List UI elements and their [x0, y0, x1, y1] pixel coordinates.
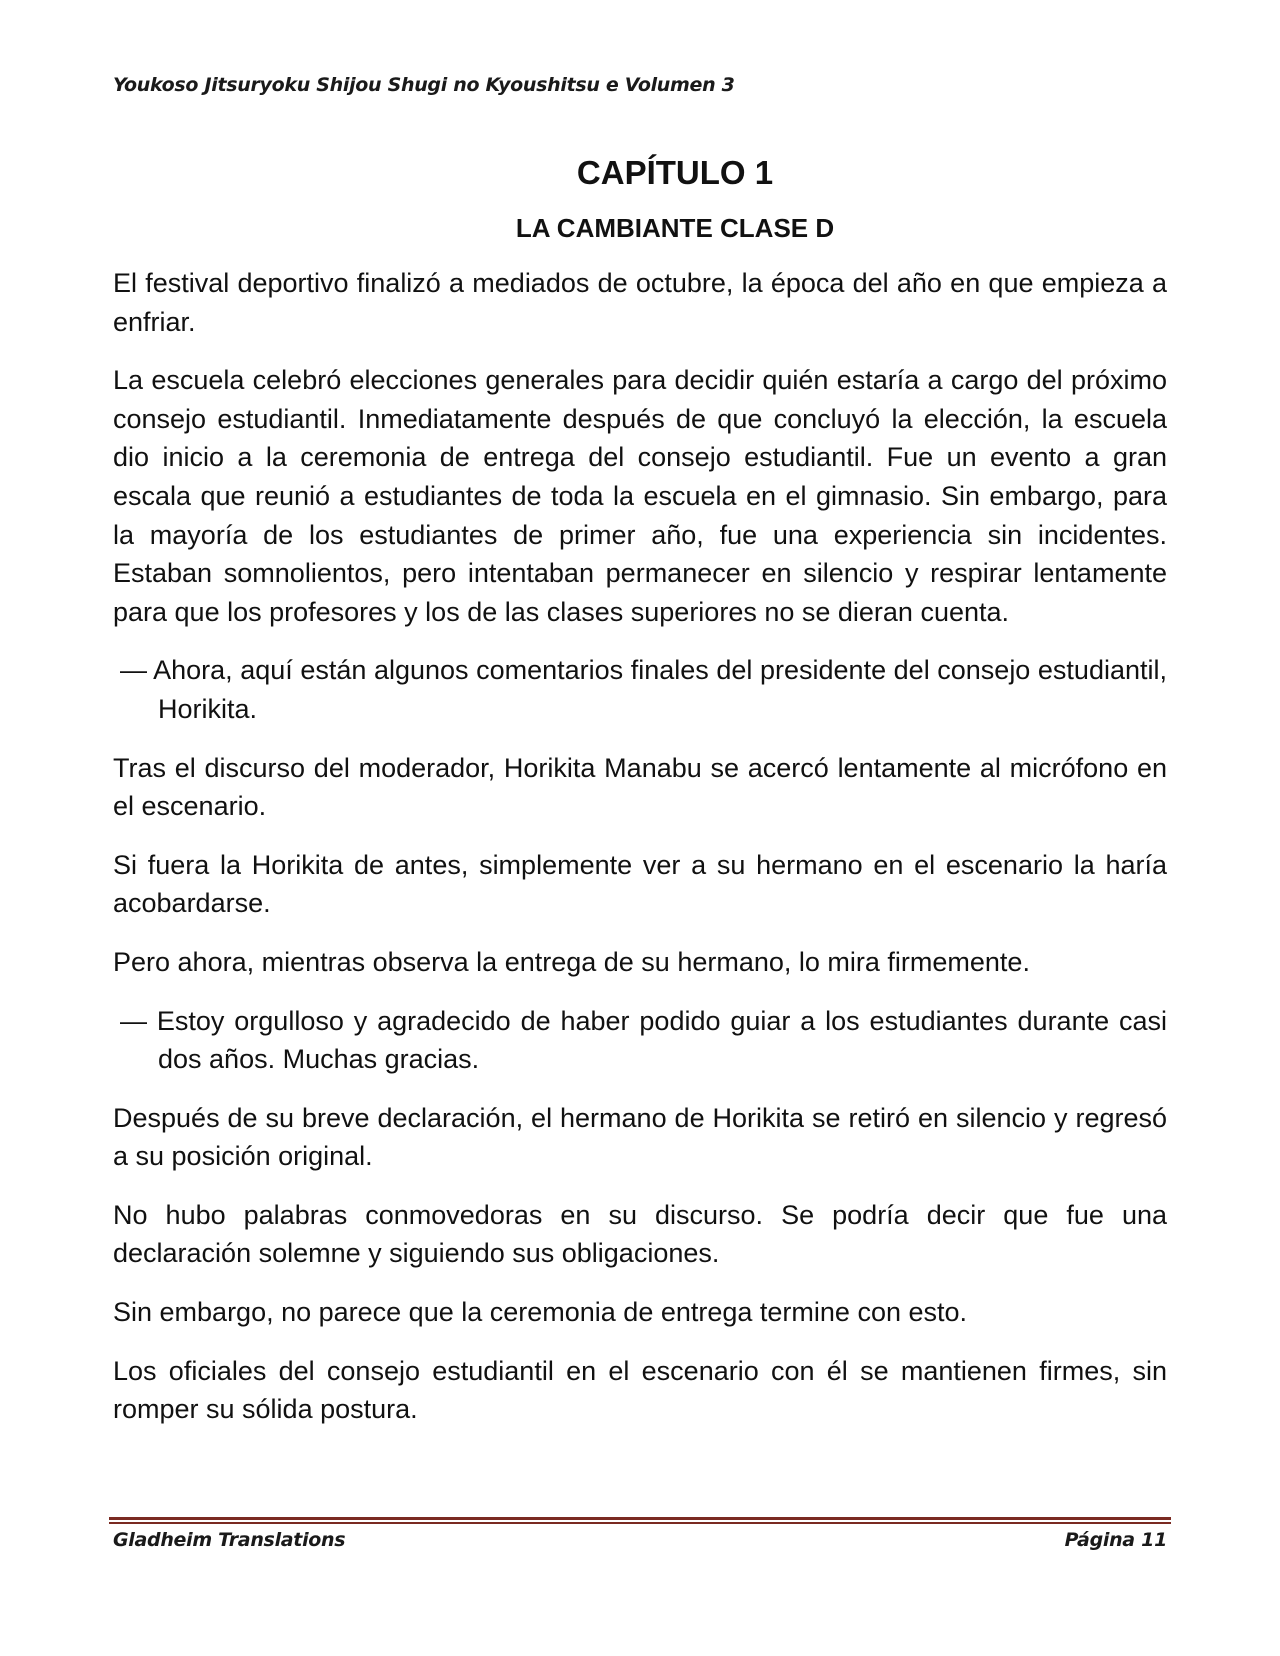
paragraph: El festival deportivo finalizó a mediados de octubre, la época del año en que empieza a enfriar.: [113, 268, 1167, 337]
paragraph: La escuela celebró elecciones generales para decidir quién estaría a cargo del próximo consejo estudiantil. Inmediatamente después de que concluyó la elección, la escuela dio inicio a la ceremonia de entrega del consejo estudiantil. Fue un evento a gran escala que reunió a estudiantes de toda la escuela en el gimnasio. Sin embargo, para la mayoría de los estudiantes de primer año, fue una experiencia sin incidentes. Estaban somnolientos, pero intentaban permanecer en silencio y respirar lentamente para que los profesores y los de las clases superiores no se dieran cuenta.: [113, 365, 1167, 627]
footer-publisher: Gladheim Translations: [113, 1529, 346, 1551]
dialogue-line: — Ahora, aquí están algunos comentarios finales del presidente del consejo estudiantil, Horikita.: [120, 655, 1167, 724]
paragraph: Tras el discurso del moderador, Horikita Manabu se acercó lentamente al micrófono en el escenario.: [113, 752, 1167, 822]
chapter-title: CAPÍTULO 1: [576, 154, 774, 191]
paragraph: Los oficiales del consejo estudiantil en el escenario con él se mantienen firmes, sin romper su sólida postura.: [113, 1355, 1167, 1425]
page-content: [113, 148, 1167, 1449]
paragraph: No hubo palabras conmovedoras en su discurso. Se podría decir que fue una declaración solemne y siguiendo sus obligaciones.: [113, 1199, 1167, 1269]
paragraph: Después de su breve declaración, el hermano de Horikita se retiró en silencio y regresó a su posición original.: [113, 1102, 1167, 1172]
chapter-subtitle: LA CAMBIANTE CLASE D: [515, 213, 835, 243]
dialogue-line: — Estoy orgulloso y agradecido de haber podido guiar a los estudiantes durante casi dos años. Muchas gracias.: [120, 1005, 1167, 1075]
footer-page-number: Página 11: [1064, 1529, 1167, 1551]
running-header: Youkoso Jitsuryoku Shijou Shugi no Kyoushitsu e Volumen 3: [113, 74, 735, 96]
paragraph: Si fuera la Horikita de antes, simplemente ver a su hermano en el escenario la haría acobardarse.: [113, 849, 1167, 919]
paragraph: Pero ahora, mientras observa la entrega de su hermano, lo mira firmemente.: [113, 946, 1030, 977]
footer-divider: [109, 1517, 1171, 1524]
paragraph: Sin embargo, no parece que la ceremonia de entrega termine con esto.: [113, 1297, 968, 1328]
body-text: [113, 264, 1167, 1429]
